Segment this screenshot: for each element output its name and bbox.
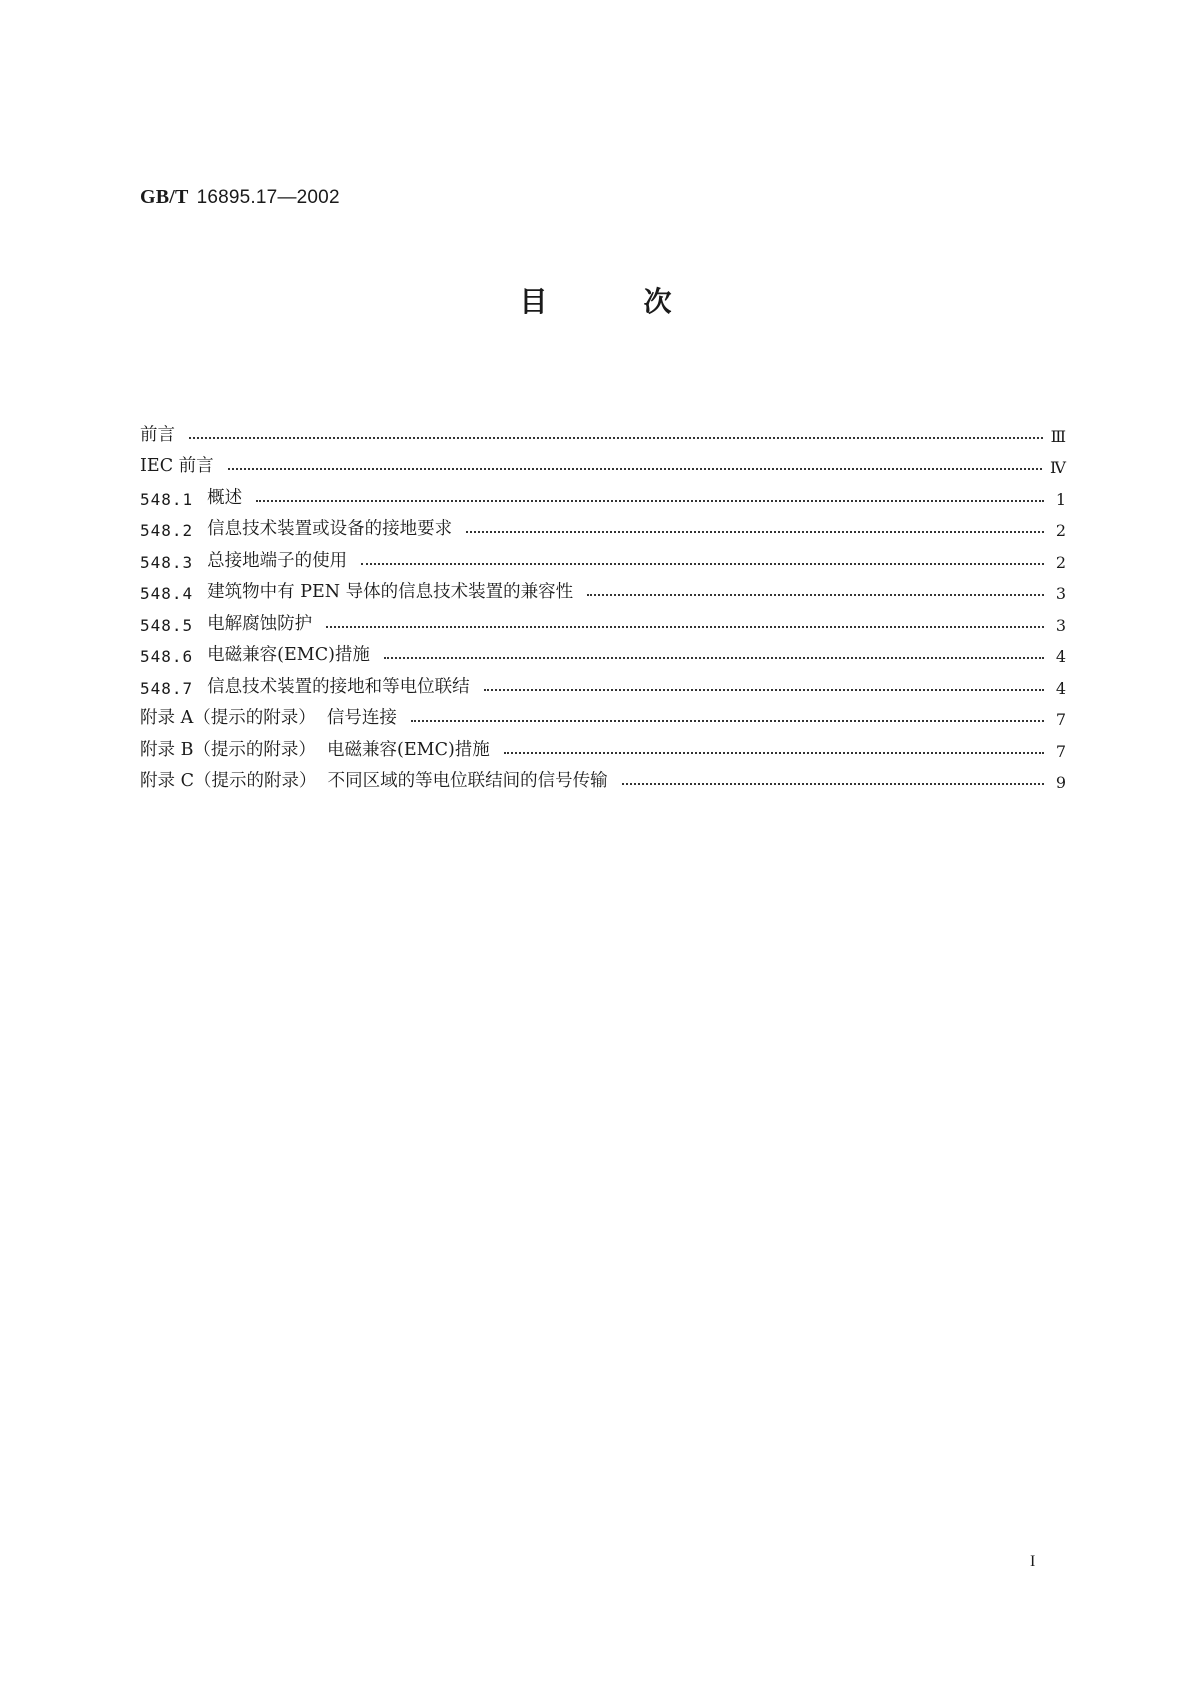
toc-entry-text: IEC 前言	[140, 456, 214, 476]
toc-leader-dots	[228, 468, 1042, 470]
toc-section-number: 548.1	[140, 489, 194, 509]
toc-leader-dots	[466, 531, 1044, 533]
toc-section-number: 548.6	[140, 647, 194, 666]
toc-page-number: 2	[1055, 521, 1066, 540]
toc-page-number: Ⅲ	[1050, 426, 1066, 446]
toc-entry-preface[interactable]	[140, 414, 1066, 446]
toc-entry-text: 附录 C（提示的附录） 不同区域的等电位联结间的信号传输	[140, 771, 608, 791]
toc-leader-dots	[256, 500, 1044, 502]
toc-entry-text: 前言	[140, 424, 175, 445]
toc-page-number: 4	[1055, 647, 1066, 666]
toc-entry-text: 电磁兼容(EMC)措施	[207, 645, 370, 665]
toc-leader-dots	[484, 689, 1044, 691]
toc-entry-text: 建筑物中有 PEN 导体的信息技术装置的兼容性	[207, 582, 574, 602]
toc-leader-dots	[326, 626, 1044, 628]
toc-leader-dots	[411, 720, 1044, 722]
standard-prefix: GB/T	[140, 186, 189, 208]
toc-leader-dots	[189, 437, 1043, 439]
toc-leader-dots	[587, 594, 1044, 596]
toc-leader-dots	[504, 752, 1044, 754]
toc-section-number: 548.7	[140, 678, 194, 698]
toc-entry-548-1[interactable]	[140, 477, 1066, 509]
page-number: I	[1030, 1553, 1036, 1570]
toc-entry-text: 信息技术装置或设备的接地要求	[207, 519, 453, 539]
toc-entry-548-7[interactable]	[140, 666, 1066, 698]
toc-leader-dots	[384, 657, 1044, 659]
toc-entry-text: 附录 A（提示的附录） 信号连接	[140, 708, 397, 728]
toc-entry-text: 信息技术装置的接地和等电位联结	[207, 676, 470, 697]
toc-page-number: 7	[1055, 710, 1066, 729]
toc-entry-iec-preface[interactable]	[140, 446, 1066, 478]
toc-entry-548-3[interactable]	[140, 540, 1066, 572]
toc-page-number: 3	[1055, 584, 1066, 603]
toc-entry-text: 概述	[207, 487, 243, 508]
toc-page-number: 2	[1055, 552, 1066, 572]
toc-section-number: 548.2	[140, 521, 194, 540]
toc-entry-548-2[interactable]	[140, 509, 1066, 541]
standard-code	[140, 186, 340, 209]
toc-section-number: 548.3	[140, 552, 194, 572]
toc-entry-548-4[interactable]	[140, 572, 1066, 604]
toc-page-number: 3	[1055, 615, 1066, 635]
toc-page-number: 1	[1055, 489, 1066, 509]
toc-page-number: Ⅳ	[1050, 458, 1066, 477]
toc-entry-appendix-a[interactable]	[140, 698, 1066, 730]
toc-leader-dots	[622, 783, 1044, 785]
toc-entry-text: 总接地端子的使用	[207, 550, 348, 571]
toc-page-number: 4	[1055, 678, 1066, 698]
toc-page-number: 9	[1055, 773, 1066, 792]
page-title: 目次	[519, 285, 768, 318]
toc-entry-text: 电解腐蚀防护	[207, 613, 313, 634]
toc-entry-appendix-c[interactable]	[140, 761, 1066, 793]
toc-page-number: 7	[1055, 741, 1066, 761]
table-of-contents	[140, 414, 1066, 792]
toc-entry-548-6[interactable]	[140, 635, 1066, 667]
standard-number: 16895.17—2002	[196, 187, 340, 208]
toc-entry-548-5[interactable]	[140, 603, 1066, 635]
toc-entry-appendix-b[interactable]	[140, 729, 1066, 761]
toc-section-number: 548.5	[140, 615, 194, 635]
toc-section-number: 548.4	[140, 584, 194, 603]
toc-entry-text: 附录 B（提示的附录） 电磁兼容(EMC)措施	[140, 739, 490, 760]
toc-leader-dots	[361, 563, 1044, 565]
